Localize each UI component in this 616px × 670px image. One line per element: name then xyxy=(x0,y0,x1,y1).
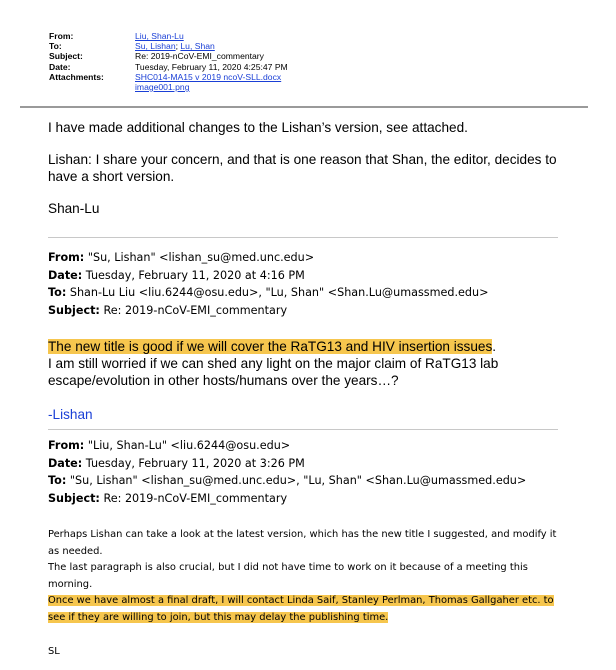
header-from-row xyxy=(49,31,569,41)
attachment-image-link[interactable]: image001.png xyxy=(135,82,190,93)
to-link-lu[interactable]: Lu, Shan xyxy=(180,41,215,52)
quote1-text: I am still worried if we can shed any light on the major claim of RaTG13 lab escape/evolution in other hosts/humans over the years…? xyxy=(48,356,499,388)
quote2-signature: SL xyxy=(48,645,60,657)
subject-value: Re: 2019-nCoV-EMI_commentary xyxy=(135,51,264,62)
quote1-date-label: Date: xyxy=(48,268,83,282)
quote2-to-value: "Su, Lishan" <lishan_su@med.unc.edu>, "Lu, Shan" <Shan.Lu@umassmed.edu> xyxy=(66,474,527,488)
quote1-header xyxy=(48,249,568,319)
quote2-para-2: The last paragraph is also crucial, but I did not have time to work on it because of a meeting this morning. xyxy=(48,562,528,590)
quote1-to-label: To: xyxy=(48,286,67,300)
date-label: Date: xyxy=(49,61,71,72)
from-label: From: xyxy=(49,31,74,41)
quote2-subject-label: Subject: xyxy=(48,491,100,505)
header-date-row xyxy=(49,62,569,72)
quote1-date-value: Tuesday, February 11, 2020 at 4:16 PM xyxy=(82,268,305,282)
quote1-highlight: The new title is good if we will cover the RaTG13 and HIV insertion issues xyxy=(48,339,493,354)
attachments-label: Attachments: xyxy=(49,71,104,82)
header-subject-row xyxy=(49,51,569,61)
quote1-subject-row xyxy=(48,302,568,320)
quote2-divider xyxy=(48,429,558,430)
quote1-subject-label: Subject: xyxy=(48,303,100,317)
quote1-from-row xyxy=(48,249,568,267)
reply-signature: Shan-Lu xyxy=(48,201,100,216)
from-link[interactable]: Liu, Shan-Lu xyxy=(135,31,184,41)
quote1-from-label: From: xyxy=(48,251,85,264)
subject-label: Subject: xyxy=(49,51,83,62)
quote2-from-value: "Liu, Shan-Lu" <liu.6244@osu.edu> xyxy=(84,439,291,452)
header-divider xyxy=(20,106,588,108)
quote2-from-label: From: xyxy=(48,439,85,452)
quote2-date-label: Date: xyxy=(48,456,83,470)
quote1-date-row xyxy=(48,267,568,285)
quote2-highlight: Once we have almost a final draft, I will contact Linda Saif, Stanley Perlman, Thomas Gallgaher etc. to see if they are willing to join, but this may delay the publishing time. xyxy=(48,595,554,623)
attachment-docx-link[interactable]: SHC014-MA15 v 2019 ncoV-SLL.docx xyxy=(135,71,282,82)
quote1-from-value: "Su, Lishan" <lishan_su@med.unc.edu> xyxy=(84,251,315,264)
quote1-body xyxy=(48,338,588,423)
header-attachments-row xyxy=(49,72,569,92)
to-link-su[interactable]: Su, Lishan xyxy=(135,41,176,52)
reply-line-1: I have made additional changes to the Lishan’s version, see attached. xyxy=(48,120,468,135)
quote1-highlight-line xyxy=(48,338,588,355)
quote2-date-value: Tuesday, February 11, 2020 at 3:26 PM xyxy=(82,456,305,470)
quote1-to-value: Shan-Lu Liu <liu.6244@osu.edu>, "Lu, Shan" <Shan.Lu@umassmed.edu> xyxy=(66,286,489,300)
to-separator: ; xyxy=(175,41,181,52)
quote2-to-label: To: xyxy=(48,474,67,488)
quote2-from-row xyxy=(48,437,568,455)
quote2-body xyxy=(48,527,570,660)
quote1-subject-value: Re: 2019-nCoV-EMI_commentary xyxy=(99,303,288,317)
quote2-date-row xyxy=(48,455,568,473)
quote2-subject-value: Re: 2019-nCoV-EMI_commentary xyxy=(99,491,288,505)
quote1-signature: -Lishan xyxy=(48,407,93,422)
date-value: Tuesday, February 11, 2020 4:25:47 PM xyxy=(135,61,288,72)
quote2-subject-row xyxy=(48,490,568,508)
header-to-row xyxy=(49,41,569,51)
reply-line-2: Lishan: I share your concern, and that is one reason that Shan, the editor, decides to have a short version. xyxy=(48,152,557,184)
quote1-highlight-end: . xyxy=(492,339,497,354)
quote2-header xyxy=(48,437,568,507)
quote1-divider xyxy=(48,237,558,238)
quote2-para-1: Perhaps Lishan can take a look at the latest version, which has the new title I suggested, and modify it as needed. xyxy=(48,529,557,557)
quote2-to-row xyxy=(48,472,568,490)
quote1-to-row xyxy=(48,284,568,302)
to-label: To: xyxy=(49,41,62,52)
email-header xyxy=(49,31,569,92)
